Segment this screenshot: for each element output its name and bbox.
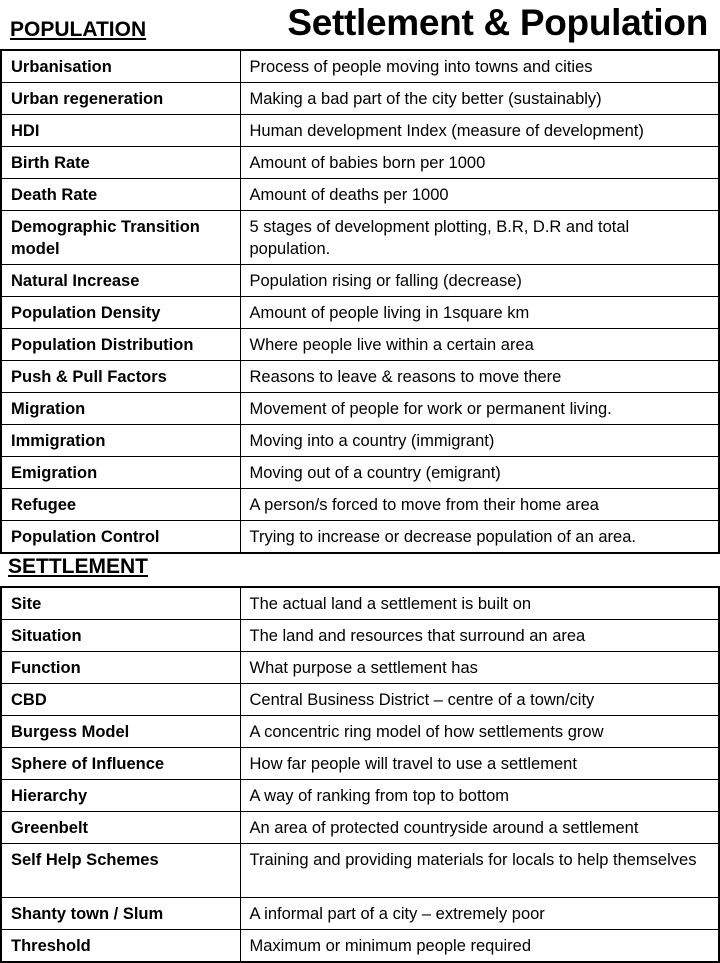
definition-cell: How far people will travel to use a settlement — [240, 748, 719, 780]
table-row — [1, 361, 719, 393]
table-row — [1, 898, 719, 930]
definition-cell: Where people live within a certain area — [240, 329, 719, 361]
definition-cell: Maximum or minimum people required — [240, 930, 719, 963]
term-cell: Self Help Schemes — [1, 844, 240, 898]
term-cell: Situation — [1, 620, 240, 652]
table-row — [1, 587, 719, 620]
table-row — [1, 83, 719, 115]
definition-cell: Reasons to leave & reasons to move there — [240, 361, 719, 393]
definition-cell: A informal part of a city – extremely poor — [240, 898, 719, 930]
term-cell: Greenbelt — [1, 812, 240, 844]
table-row — [1, 50, 719, 83]
definition-cell: Trying to increase or decrease population of an area. — [240, 521, 719, 554]
definition-cell: Central Business District – centre of a town/city — [240, 684, 719, 716]
settlement-glossary-table — [0, 586, 720, 963]
table-row — [1, 425, 719, 457]
table-row — [1, 521, 719, 554]
definition-cell: What purpose a settlement has — [240, 652, 719, 684]
term-cell: Hierarchy — [1, 780, 240, 812]
table-row — [1, 265, 719, 297]
definition-cell: The actual land a settlement is built on — [240, 587, 719, 620]
table-row — [1, 684, 719, 716]
table-row — [1, 329, 719, 361]
definition-cell: Amount of babies born per 1000 — [240, 147, 719, 179]
definition-cell: An area of protected countryside around a settlement — [240, 812, 719, 844]
term-cell: Natural Increase — [1, 265, 240, 297]
table-row — [1, 179, 719, 211]
term-cell: Sphere of Influence — [1, 748, 240, 780]
definition-cell: A way of ranking from top to bottom — [240, 780, 719, 812]
term-cell: Birth Rate — [1, 147, 240, 179]
population-glossary-table — [0, 49, 720, 554]
definition-cell: Movement of people for work or permanent living. — [240, 393, 719, 425]
definition-cell: Amount of deaths per 1000 — [240, 179, 719, 211]
term-cell: Shanty town / Slum — [1, 898, 240, 930]
table-row — [1, 147, 719, 179]
table-row — [1, 748, 719, 780]
table-row — [1, 844, 719, 898]
term-cell: HDI — [1, 115, 240, 147]
term-cell: Population Control — [1, 521, 240, 554]
definition-cell: Moving out of a country (emigrant) — [240, 457, 719, 489]
page-title: Settlement & Population — [287, 2, 708, 43]
term-cell: Urban regeneration — [1, 83, 240, 115]
definition-cell: Population rising or falling (decrease) — [240, 265, 719, 297]
term-cell: Immigration — [1, 425, 240, 457]
table-row — [1, 115, 719, 147]
table-row — [1, 297, 719, 329]
table-row — [1, 930, 719, 963]
term-cell: Push & Pull Factors — [1, 361, 240, 393]
term-cell: CBD — [1, 684, 240, 716]
table-row — [1, 211, 719, 265]
table-row — [1, 652, 719, 684]
table-row — [1, 812, 719, 844]
definition-cell: A person/s forced to move from their home area — [240, 489, 719, 521]
table-row — [1, 716, 719, 748]
term-cell: Threshold — [1, 930, 240, 963]
term-cell: Population Density — [1, 297, 240, 329]
definition-cell: Human development Index (measure of development) — [240, 115, 719, 147]
table-row — [1, 393, 719, 425]
term-cell: Function — [1, 652, 240, 684]
term-cell: Emigration — [1, 457, 240, 489]
definition-cell: Making a bad part of the city better (sustainably) — [240, 83, 719, 115]
definition-cell: Process of people moving into towns and cities — [240, 50, 719, 83]
table-row — [1, 780, 719, 812]
term-cell: Population Distribution — [1, 329, 240, 361]
table-row — [1, 620, 719, 652]
settlement-section-label: SETTLEMENT — [8, 555, 148, 578]
definition-cell: The land and resources that surround an area — [240, 620, 719, 652]
term-cell: Migration — [1, 393, 240, 425]
definition-cell: Training and providing materials for locals to help themselves — [240, 844, 719, 898]
term-cell: Burgess Model — [1, 716, 240, 748]
term-cell: Urbanisation — [1, 50, 240, 83]
term-cell: Refugee — [1, 489, 240, 521]
table-row — [1, 457, 719, 489]
definition-cell: A concentric ring model of how settlements grow — [240, 716, 719, 748]
definition-cell: Amount of people living in 1square km — [240, 297, 719, 329]
term-cell: Demographic Transition model — [1, 211, 240, 265]
term-cell: Site — [1, 587, 240, 620]
definition-cell: 5 stages of development plotting, B.R, D.R and total population. — [240, 211, 719, 265]
population-section-label: POPULATION — [10, 18, 147, 41]
table-row — [1, 489, 719, 521]
definition-cell: Moving into a country (immigrant) — [240, 425, 719, 457]
term-cell: Death Rate — [1, 179, 240, 211]
